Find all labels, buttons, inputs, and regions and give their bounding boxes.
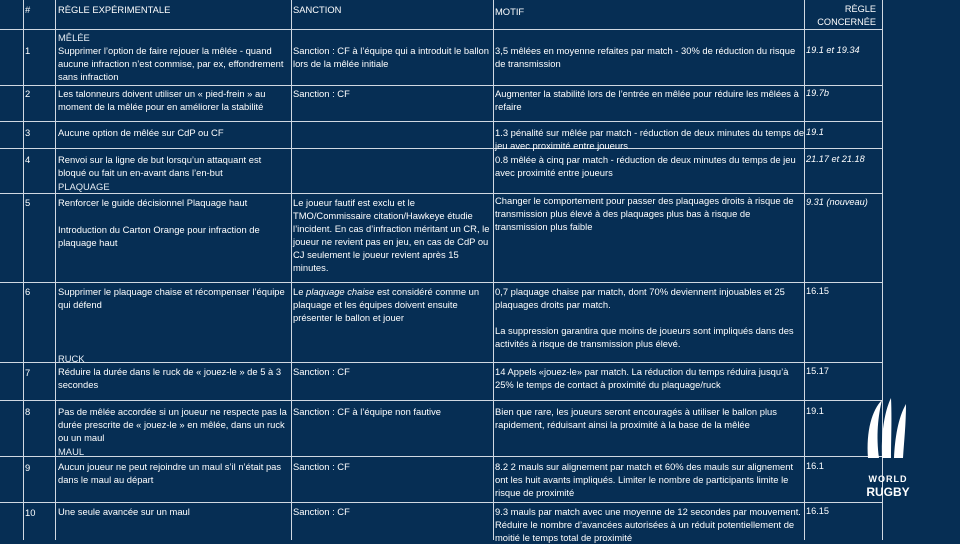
row-7-sanction: Sanction : CF	[293, 366, 350, 377]
row-2-sanction: Sanction : CF	[293, 88, 350, 99]
row-2-number: 2	[25, 88, 31, 99]
row-6-sanction	[293, 285, 493, 324]
column-divider	[493, 0, 494, 540]
header-sanction: SANCTION	[293, 4, 342, 15]
row-3-motif: 1.3 pénalité sur mêlée par match - réduction de deux minutes du temps de jeu avec proximité entre joueurs	[495, 127, 805, 151]
section-melee: MÊLÉE	[58, 32, 90, 43]
row-divider	[0, 121, 882, 122]
header-motif: MOTIF	[495, 6, 525, 17]
row-9-sanction: Sanction : CF	[293, 461, 350, 472]
logo-text-world: WORLD	[868, 474, 908, 484]
row-7-number: 7	[25, 367, 31, 378]
row-divider	[0, 502, 882, 503]
row-4-rule: Renvoi sur la ligne de but lorsqu’un attaquant est bloqué ou fait un en-avant dans l’en-but	[58, 154, 262, 178]
section-maul: MAUL	[58, 446, 85, 457]
row-8-motif: Bien que rare, les joueurs seront encouragés à utiliser le ballon plus rapidement, réduisant ainsi la proximité à la base de la mêlée	[495, 406, 777, 430]
column-divider	[23, 0, 24, 540]
row-5-rule-2: Introduction du Carton Orange pour infraction de plaquage haut	[58, 224, 260, 248]
row-9-motif: 8.2 2 mauls sur alignement par match et 60% des mauls sur alignement ont les huit avants impliqués. Limiter le nombre de participants limite le risque de proximité	[495, 461, 794, 498]
row-1-number: 1	[25, 45, 31, 56]
row-4-number: 4	[25, 154, 31, 165]
row-divider	[0, 282, 882, 283]
row-4-motif: 0.8 mêlée à cinq par match - réduction de deux minutes du temps de jeu avec proximité entre joueurs	[495, 154, 796, 178]
column-divider	[55, 0, 56, 540]
row-6-rule: Supprimer le plaquage chaise et récompenser l’équipe qui défend	[58, 286, 285, 310]
row-3-ref: 19.1	[806, 127, 824, 137]
row-8-sanction: Sanction : CF à l’équipe non fautive	[293, 406, 442, 417]
row-1-ref: 19.1 et 19.34	[806, 45, 860, 55]
row-2-ref: 19.7b	[806, 88, 829, 98]
row-2-motif: Augmenter la stabilité lors de l’entrée en mêlée pour réduire les mêlées à refaire	[495, 88, 799, 112]
row-2-rule: Les talonneurs doivent utiliser un « pied-frein » au moment de la mêlée pour en améliorer la stabilité	[58, 88, 266, 112]
row-1-rule: Supprimer l’option de faire rejouer la mêlée - quand aucune infraction n’est commise, par ex, effondrement sans infraction	[58, 45, 284, 82]
row-10-ref: 16.15	[806, 506, 829, 516]
row-6-number: 6	[25, 286, 31, 297]
row-6-sanction-a: Le	[293, 286, 307, 297]
row-9-ref: 16.1	[806, 461, 824, 471]
row-6-motif-2: La suppression garantira que moins de joueurs sont impliqués dans des activités à risque de transmission plus élevé.	[495, 325, 794, 349]
row-1-motif: 3,5 mêlées en moyenne refaites par match - 30% de réduction du risque de transmission	[495, 45, 796, 69]
row-9-rule: Aucun joueur ne peut rejoindre un maul s’il n’était pas dans le maul au départ	[58, 461, 282, 485]
row-6-sanction-italic: plaquage chaise	[306, 286, 375, 297]
row-10-rule: Une seule avancée sur un maul	[58, 506, 190, 517]
header-rule: RÈGLE EXPÉRIMENTALE	[58, 4, 171, 15]
row-4-ref: 21.17 et 21.18	[806, 154, 865, 164]
row-7-ref: 15.17	[806, 366, 829, 376]
section-plaquage: PLAQUAGE	[58, 181, 110, 192]
row-5-motif: Changer le comportement pour passer des plaquages droits à risque de transmission plus élevé à des plaquages plus bas à risque de transmission plus faible	[495, 195, 794, 232]
section-ruck: RUCK	[58, 353, 85, 364]
row-10-sanction: Sanction : CF	[293, 506, 350, 517]
row-10-number: 10	[25, 507, 36, 518]
row-5-sanction: Le joueur fautif est exclu et le TMO/Commissaire citation/Hawkeye étudie l’incident. En cas d’infraction méritant un CR, le joueur ne revient pas en jeu, en cas de CdP ou CJ seulement le joueur revient après 15 minutes.	[293, 197, 490, 273]
column-divider	[804, 0, 805, 540]
row-7-rule: Réduire la durée dans le ruck de « jouez-le » de 5 à 3 secondes	[58, 366, 282, 390]
row-divider	[0, 29, 882, 30]
row-8-number: 8	[25, 406, 31, 417]
row-6-motif: 0,7 plaquage chaise par match, dont 70% deviennent injouables et 25 plaquages droits par match.	[495, 286, 785, 310]
row-6-ref: 16.15	[806, 286, 829, 296]
header-number: #	[25, 4, 31, 15]
row-1-sanction: Sanction : CF à l’équipe qui a introduit le ballon lors de la mêlée initiale	[293, 45, 489, 69]
header-ref: RÈGLE CONCERNÉE	[817, 4, 876, 27]
row-8-ref: 19.1	[806, 406, 824, 416]
row-3-rule: Aucune option de mêlée sur CdP ou CF	[58, 127, 224, 138]
row-divider	[0, 85, 882, 86]
row-5-ref: 9.31 (nouveau)	[806, 197, 868, 207]
row-10-motif: 9.3 mauls par match avec une moyenne de 12 secondes par mouvement. Réduire le nombre d’avancées autorisées à un réduit potentiellement de moitié le temps total de proximité	[495, 506, 801, 543]
row-8-rule: Pas de mêlée accordée si un joueur ne respecte pas la durée prescrite de « jouez-le » en mêlée, dans un ruck ou un maul	[58, 406, 287, 443]
logo-text-rugby: RUGBY	[866, 485, 910, 499]
row-7-motif: 14 Appels «jouez-le» par match. La réduction du temps réduira jusqu’à 25% le temps de contact à proximité du plaquage/ruck	[495, 366, 789, 390]
row-9-number: 9	[25, 462, 31, 473]
row-6-sanction-b: est considéré comme un plaquage et les équipes doivent ensuite présenter le ballon et jouer	[293, 286, 480, 323]
row-3-number: 3	[25, 127, 31, 138]
row-5-number: 5	[25, 197, 31, 208]
row-5-rule: Renforcer le guide décisionnel Plaquage haut	[58, 197, 248, 208]
row-divider	[0, 400, 882, 401]
column-divider	[291, 0, 292, 540]
